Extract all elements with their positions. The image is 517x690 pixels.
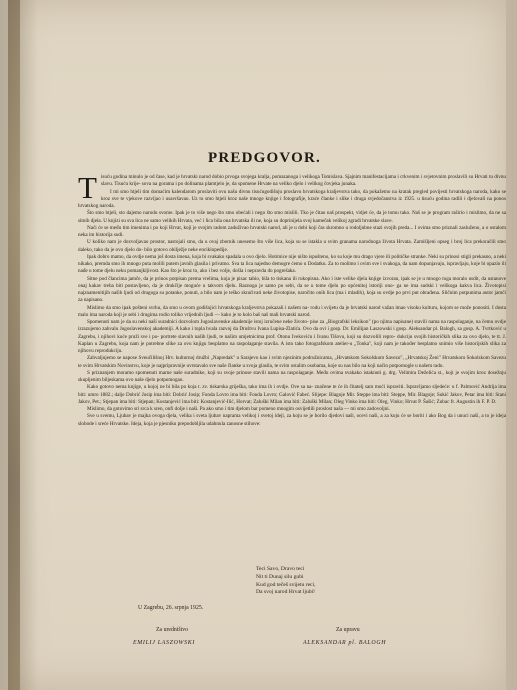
paragraph: S priznanjem moramo spomenuti marne naše suradnike, koji su svoje prinose stavili nama na raspolaganje. Među ovima svakako istaknuti g. drg. Velimira Deželića st., koji je svojim kroz dosežnju skupljenim biljeskama ovo naše djelo potpomogao. [78,369,506,383]
paragraph: Što smo htjeli, sto dajemo narodu svome. Ipak je to više nego što smo obećali i nego što smo mislili. Tko je čitao naš prospekt, vidjet će, da je tomu tako. Naš se je program raširio i mislimo, da ne sa sitnih djela. U knjizi su sva lica ne samo velikih Hrvata, već i lica bila ona hrvatska ili ne, koja su doprinijela svoj kamečak velikoj zgradi hrvatske slave. [78,210,506,224]
place-date: U Zagrebu, 26. srpnja 1925. [138,605,204,611]
paragraph: I mi smo htjeli tim domaćim kalendarom proslaviti ovu našu divnu tisućugodišnju proslavu hrvatskoga kraljevstva tako, da pokažemo na kratak pregled povijesti hrvatskoga naroda, kako se kroz sve te vjekove razvijao i usavršavao. Uz to smo htjeli kroz naše mnoge knjige i fotografije, kraće članke i slike i druga svjedočanstva iz 1925. u tisuću godina radili i djelovali na ponos hrvatskog naroda. [78,188,506,209]
page-edge-shadow [8,0,20,690]
poem-line: Da svoj narod Hrvat ljubi! [256,589,316,596]
book-page [8,0,506,690]
paragraph: Mislimo da smo ipak pošteni svrhu, da smo u ovom godišnjici hrvatskoga kraljevstva pokazali i našem na- rodu i svijetu da je hrvatski narod važan imao visoku kulturu, kojom se može ponositi. I dosta malo ima naroda koji je sebi i drugima rodio toliko vrijednih ljudi — kako je to kolo baš naš mali hrvatski narod. [78,304,506,318]
paragraph: Naći će se među tim imenima i po koji Hrvat, koji je svojim radom zaduživao hrvatski narod, ali je u dobi koji čas skromno u rodoljubne stazi svojih preda... I ovima smo priznali zasluženo, a o ostalom neka im historija sudi. [78,224,506,238]
page-title: PREDGOVOR. [208,150,321,166]
paragraph: Zahvaljujemo se napose Sveučilišnoj Hrv. kulturnoj družbi „Napredak" u Sarajevu kao i svim njezinim podružnicama, „Hrvatskom Sokolskom Savezu", „Hrvatskoj Ženi" Hrvatskom Sokolskom Savezu te svim Hrvatskim Novinstvu, koje je najpripravnije uvrstavalo sve naše članke u svoja glasila, te svim ostalim osobama, koje su nas bilo na koji način potpomogle u našem radu. [78,355,506,369]
paragraph-text: isuću godina minulo je od čase, kad je hrvatski narod dobio prvoga svojega kralja, pomazanoga i velikoga Tomislava. Sjajnim manifestacijama i crkvenim i svjetovnim proslavili su Hrvati tu divnu slavu. Tisuću krije- sova na gorama i po dolinama plamtjelo je, da spomene Hrvate na veliko djelo i velikog čovjeka junaka. [100,174,506,188]
poem-stanza [256,566,406,597]
poem-line: Kud god tečeš svijetu reci, [256,581,316,588]
paragraph: Spomenuti nam je da su neki naši suradnici dozvolom Jugoslavenske akademije istoj izručene neke životo- pise za „Biografski leksikon" (po njima napisane) stavili nama na raspolaganje, na čemu ovdje izrazujemo zahvalu Jugoslavenskoj akademiji. A kako i topla hvala razvoj da Društvu Ivana Lupisa-Zlatića. Ovo da ovi i gosp. Dr. Emilijan Laszowski i gosp. Aleksandar pl. Balogh, sa gosp. A. Tvrtković u Zagrebu, i njihovi kuće pruži sve i po- portrete slavnih naših ljudi, te našim umjetnicima prof. Otonu Ivekoviću i Ivanu Tišovu, koji su dozvolili repro- dukciju svojih historičkih slika za ovo djelo, te tt. J. Kaplan u Zagrebu, koja nam je potrebne slike za ovu knjigu besplatno na raspolaganje stavila. A isto tako fotografskom atelier-u „Tonka", koji nam je također besplatno snimio više historijskih slika za njihovu reprodukciju. [78,319,506,354]
management-label: Za upravu [336,627,360,633]
editor-name: EMILIJ LASZOWSKI [133,640,196,646]
preface-body [78,170,506,428]
paragraph: Mislimo, da gotovimo sri srca k sren, onfi dolje i naši. Pa ako smo i tim djelom bar pomeno mnogim osvijetlili proslost naša — mi smo zadovoljni. [87,406,390,412]
paragraph: Sve u svemu, Ljubav je majka ovoga djela, velika i sveta ljubav naprama velikoj i svetoj ideji, za koju se je borilo djedovi naši, ocevi naši, a za koju će se boriti i ako Bog da i unuci naši, a to je ideja slobode i sreće Hrvatske. Ideja, koja je pjesniku prepodobljila udahnula zanosne stihove: [78,413,506,427]
paragraph: Kako gotovo nema knjige, u kojoj ne bi bila po koja t. zv. tiskarska griješka, tako ima ih i ovdje. Ove sa na- značene te će ih čitatelj sam moći ispraviti. Ispravljamo sljedeće: u f. Palmović Andrija ima biti: umro 1882.; dalje Dobrić Josip ima biti: Dobrić Josip; Fonda Lovro ima biti: Fonda Lovro; Galović Fabeć. Slijepe: Blagoje Mir. Steppe ima biti: Steppe, Mir. Blagoje; Sukić Jakov, Petar ima biti: Stani Jakov, Pet.; Stjepan ima biti: Stjepan; Kostanjević ima biti: Kostanjević-Ilić, Horvat; Zaluški Milan ima biti: Zaluški Milan; Oleg Vinko ima biti: Oleg, Vinko; Hrvat P. Šašić; Zubac fr. Augustin ih F. P. D. [78,384,506,405]
paragraph: Sitne pod člancima jamče, da je prinos potpisan prema vrelima, koja je pisac tabio, bila to tiskana ili rukopisna. Ako i iste velike djela knjige izvoran, ipak se je u mnogo toga moralo usdit, da ustanove onaj kakav treba biti postavljeno, da je drukčije moguće u takvom djelu. Raznoga je samo po sebi, da se u tome djelu po općenitoj istoriji ono- ga ne ima sudski i velikoga kakva lica. Životopisi najznamenitijih naših ljudi od drugoga su potanke, ponuti, a bilo nam je teško skraćivati neke životopise, naročito onih lica (ma i mladih), koja su ovdje po prvi put obrađena. Sličnim potpunima autor jamči za napisano. [78,275,506,304]
poem-line: Teci Savo, Dravo teci [256,566,305,572]
drop-cap: T [78,170,97,205]
editorial-label: Za uredništvo [156,627,189,633]
manager-name: ALEKSANDAR pl. BALOGH [303,640,387,646]
poem-line: Nit ti Dunaj silu gubi [256,573,304,580]
paragraph: U koliko nam je dozvoljavao prostor, nastojali smo, da u ovaj zbornik unesemo što više lica, koja su se istakla u svim granama narodnoga života Hrvata. Zamišljeni opseg i broj lica prekoračili smo daleko, tako da je ovo djelo do- bilo gotovo obilježje neke enciklopedije. [78,239,506,253]
paragraph: Ipak dobro mamo, da ovdje nema još dosta imena, koja bi svakako spadala u ovo djelo. Hotimice nije ništo ispušteno, ko su koje mu drago vjere ili političke stranke. Neki su prinosi stigli prekasno, a neki nikako, premda smo ih mnogo puta molili putem javnih glasila i privatno. Sva ta lica najedno demogre ćemo u Dodatku. Za to molimo i ovim sve i svakoga, da nam dopunjavaju, ispravljaju, koje bi opazio ili nađe u tome djelu neku pomanjkljivost. Kao što je kroz to, ako i bez volje, došla i nepravda do pogrešaka. [78,253,506,275]
